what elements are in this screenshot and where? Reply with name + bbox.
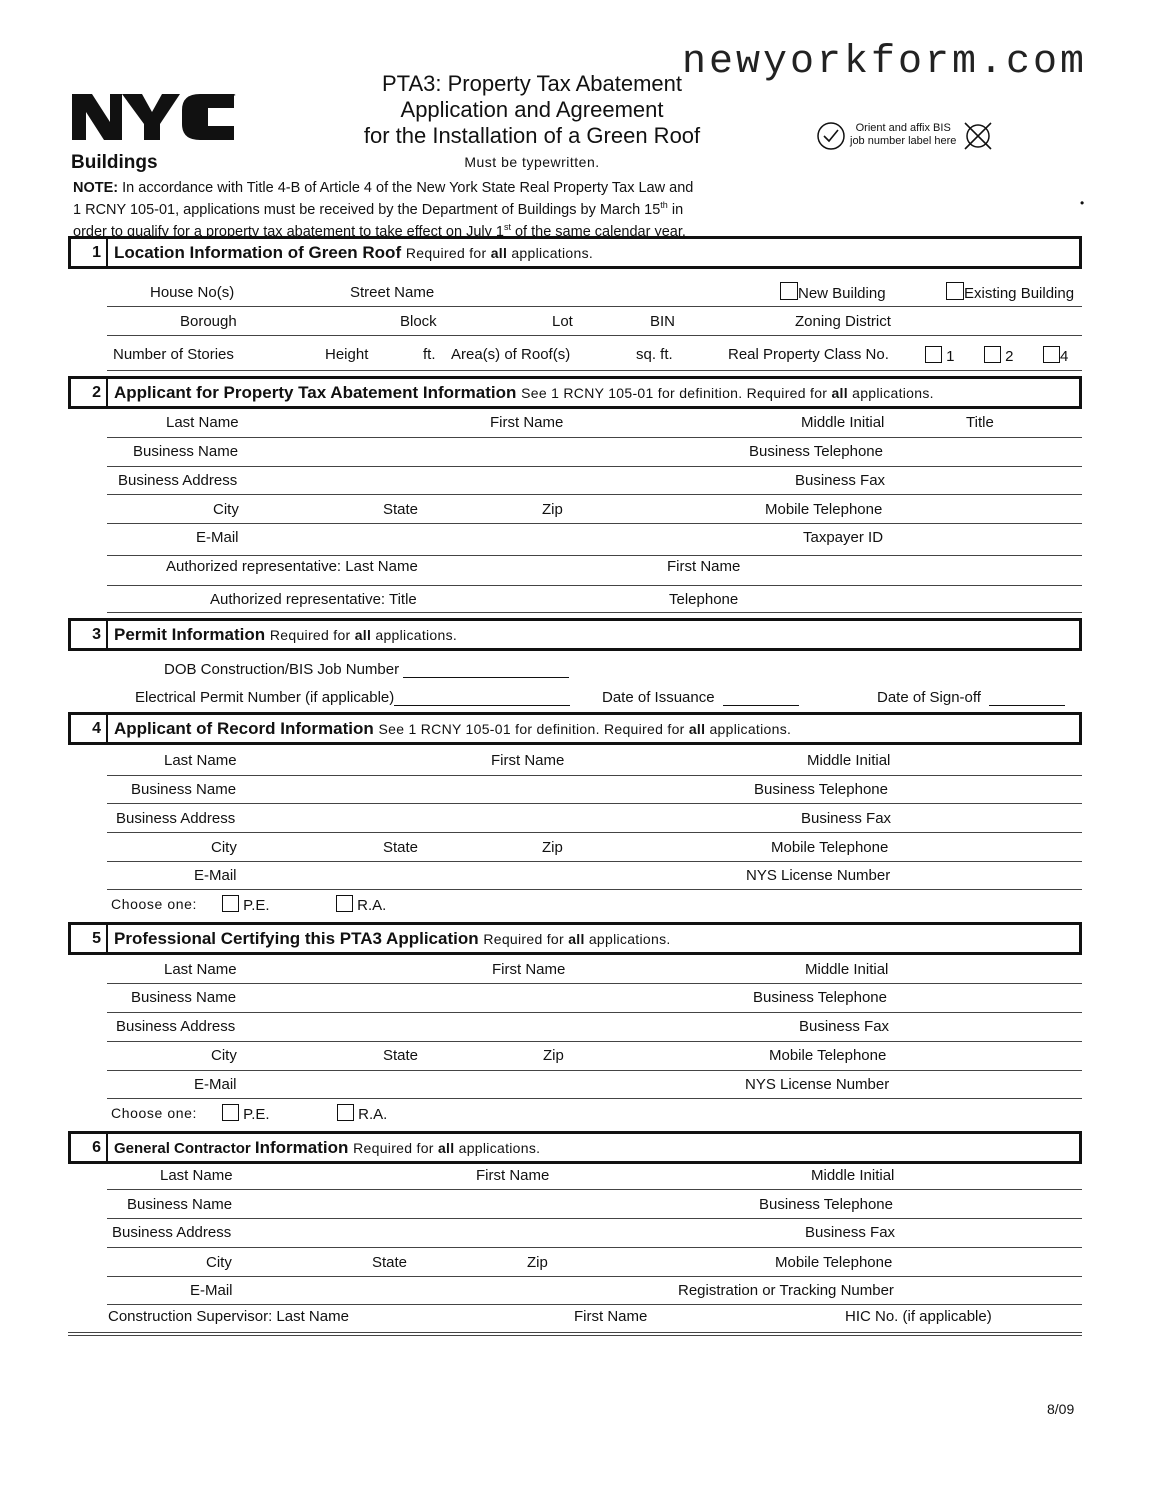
zip-label: Zip [527,1254,548,1271]
email-label: E-Mail [194,867,237,884]
class-4-label: 4 [1060,348,1069,365]
business-name-label: Business Name [127,1196,233,1213]
city-label: City [206,1254,232,1271]
divider [107,1304,1082,1305]
first-name-label: First Name [491,752,565,769]
section-number: 6 [71,1134,108,1161]
rep-title-label: Authorized representative: Title [210,591,417,608]
lot-label: Lot [552,313,573,330]
choose-one-label: Choose one: [111,896,197,912]
city-label: City [211,839,237,856]
bis-label-text [850,122,956,148]
section-3-header [68,618,1082,651]
zip-label: Zip [542,839,563,856]
pe-label: P.E. [243,1106,270,1123]
divider [107,466,1082,467]
state-label: State [372,1254,408,1271]
divider [107,335,1082,336]
svg-text:™: ™ [230,94,236,100]
class-4-option[interactable] [1043,346,1068,365]
note-line1: In accordance with Title 4-B of Article 4 of the New York State Real Property Tax Law and [122,180,694,196]
first-name-label: First Name [490,414,564,431]
business-telephone-label: Business Telephone [759,1196,893,1213]
new-building-label: New Building [798,285,886,302]
note-line3-end: of the same calendar year. [510,223,686,240]
divider [107,861,1082,862]
divider [68,1332,1082,1333]
section-title: Professional Certifying this PTA3 Application [114,929,479,948]
note-sup-st: st [503,221,511,232]
email-label: E-Mail [190,1282,233,1299]
middle-initial-label: Middle Initial [805,961,889,978]
note-line2-end: in [667,201,684,218]
new-building-checkbox[interactable] [780,282,798,300]
logo-subtitle: Buildings [71,152,158,173]
dob-job-number-field[interactable] [164,661,569,678]
license-number-label: NYS License Number [745,1076,890,1093]
business-fax-label: Business Fax [799,1018,890,1035]
stories-label: Number of Stories [113,346,234,363]
business-address-label: Business Address [112,1224,232,1241]
mobile-telephone-label: Mobile Telephone [775,1254,893,1271]
zoning-label: Zoning District [795,313,891,330]
divider [107,1070,1082,1071]
electrical-permit-field[interactable] [135,689,570,706]
mobile-telephone-label: Mobile Telephone [771,839,889,856]
note-line3: order to qualify for a property tax abatement to take effect on July 1 [73,223,504,240]
signoff-date-field[interactable] [877,689,1065,706]
req-text-end: applications. [584,931,671,947]
section-title: Location Information of Green Roof [114,243,402,262]
section-number: 4 [71,715,108,742]
house-label: House No(s) [150,284,235,301]
taxpayer-id-label: Taxpayer ID [803,529,884,546]
dob-job-number-line[interactable] [403,663,569,678]
business-address-label: Business Address [116,810,236,827]
section-2-header [68,376,1082,409]
business-address-label: Business Address [118,472,238,489]
state-label: State [383,501,419,518]
form-title-line1: PTA3: Property Tax Abatement [381,71,682,96]
req-text-end: applications. [847,385,934,401]
note-sup-th: th [660,200,668,210]
rep-telephone-label: Telephone [669,591,739,608]
divider [107,1098,1082,1099]
req-text: See 1 RCNY 105-01 for definition. Required for [521,385,832,401]
last-name-label: Last Name [164,961,237,978]
x-circle-icon [962,120,994,152]
email-label: E-Mail [194,1076,237,1093]
section-6-header [68,1131,1082,1164]
form-title-line2: Application and Agreement [400,97,664,122]
divider [107,1189,1082,1190]
class-2-label: 2 [1005,348,1014,365]
business-name-label: Business Name [131,781,237,798]
section-5-header [68,922,1082,955]
first-name-label: First Name [476,1167,550,1184]
supervisor-last-name-label: Construction Supervisor: Last Name [108,1308,349,1325]
class-1-checkbox[interactable] [925,346,942,363]
req-bold: all [354,627,372,643]
form-title-line3: for the Installation of a Green Roof [363,123,701,148]
issuance-date-line[interactable] [723,691,799,706]
issuance-date-field[interactable] [602,689,799,706]
req-text: Required for [405,245,491,261]
property-class-label: Real Property Class No. [728,346,889,363]
ra-option[interactable] [336,895,386,914]
nyc-logo [70,84,236,154]
mobile-telephone-label: Mobile Telephone [769,1047,887,1064]
city-label: City [213,501,239,518]
last-name-label: Last Name [160,1167,233,1184]
state-label: State [383,839,419,856]
pe-checkbox[interactable] [222,895,239,912]
section-4-header [68,712,1082,745]
middle-initial-label: Middle Initial [801,414,885,431]
middle-initial-label: Middle Initial [811,1167,895,1184]
watermark: newyorkform.com [682,40,1088,85]
note-paragraph [73,180,693,241]
pe-checkbox[interactable] [222,1104,239,1121]
req-text: See 1 RCNY 105-01 for definition. Required for [378,721,689,737]
divider [107,1276,1082,1277]
hic-number-label: HIC No. (if applicable) [845,1308,992,1325]
business-fax-label: Business Fax [801,810,892,827]
divider [107,1041,1082,1042]
bis-label-line1: Orient and affix BIS [855,122,951,134]
rep-first-name-label: First Name [667,558,741,575]
license-number-label: NYS License Number [746,867,891,884]
bis-label-line2: job number label here [850,135,957,147]
req-text-end: applications. [507,245,594,261]
req-text-end: applications. [705,721,792,737]
first-name-label: First Name [492,961,566,978]
borough-label: Borough [180,313,237,330]
divider [107,1247,1082,1248]
business-telephone-label: Business Telephone [754,781,888,798]
divider [107,983,1082,984]
class-1-option[interactable] [925,346,955,365]
divider [107,437,1082,438]
electrical-permit-label: Electrical Permit Number (if applicable) [135,689,395,706]
existing-building-checkbox[interactable] [946,282,964,300]
section-title-prefix: General Contractor [114,1140,255,1157]
section-number: 5 [71,925,108,952]
divider [107,1218,1082,1219]
business-fax-label: Business Fax [795,472,886,489]
pe-label: P.E. [243,897,270,914]
divider [107,370,1082,371]
divider [107,889,1082,890]
electrical-permit-line[interactable] [394,691,570,706]
divider [107,1012,1082,1013]
registration-number-label: Registration or Tracking Number [678,1282,894,1299]
pe-option[interactable] [222,1104,270,1123]
middle-initial-label: Middle Initial [807,752,891,769]
req-text: Required for [269,627,355,643]
divider [107,306,1082,307]
new-building-option[interactable] [780,282,886,302]
divider [107,555,1082,556]
ra-checkbox[interactable] [336,895,353,912]
req-text: Required for [353,1140,438,1156]
last-name-label: Last Name [164,752,237,769]
divider [107,775,1082,776]
issuance-date-label: Date of Issuance [602,689,715,706]
mobile-telephone-label: Mobile Telephone [765,501,883,518]
business-fax-label: Business Fax [805,1224,896,1241]
req-bold: all [831,385,848,401]
business-telephone-label: Business Telephone [749,443,883,460]
divider [107,585,1082,586]
section-number: 3 [71,621,108,648]
note-line2: 1 RCNY 105-01, applications must be received by the Department of Buildings by March 15 [73,201,661,218]
req-text-end: applications. [454,1140,541,1156]
height-label: Height [325,346,369,363]
divider [68,1335,1082,1336]
req-bold: all [437,1140,455,1156]
req-text: Required for [483,931,569,947]
typewritten-note: Must be typewritten. [464,154,600,170]
section-number: 1 [71,239,108,266]
business-telephone-label: Business Telephone [753,989,887,1006]
divider [107,523,1082,524]
divider [107,612,1082,613]
state-label: State [383,1047,419,1064]
class-1-label: 1 [946,348,955,365]
signoff-date-label: Date of Sign-off [877,689,981,706]
section-number: 2 [71,379,108,406]
dob-job-number-label: DOB Construction/BIS Job Number [164,661,400,678]
class-4-checkbox[interactable] [1043,346,1060,363]
zip-label: Zip [542,501,563,518]
section-title: Permit Information [114,625,266,644]
section-title: Information [254,1138,349,1157]
sqft-unit: sq. ft. [636,346,673,363]
form-version: 8/09 [1047,1401,1075,1417]
class-2-checkbox[interactable] [984,346,1001,363]
zip-label: Zip [543,1047,564,1064]
dot-mark: • [1080,196,1085,210]
ra-label: R.A. [357,897,387,914]
section-1-header [68,236,1082,269]
section-title: Applicant for Property Tax Abatement Information [114,383,517,402]
pe-option[interactable] [222,895,270,914]
block-label: Block [400,313,437,330]
business-name-label: Business Name [133,443,239,460]
ra-option[interactable] [337,1104,387,1123]
last-name-label: Last Name [166,414,239,431]
signoff-date-line[interactable] [989,691,1065,706]
supervisor-first-name-label: First Name [574,1308,648,1325]
business-name-label: Business Name [131,989,237,1006]
choose-one-label: Choose one: [111,1105,197,1121]
title-label: Title [966,414,994,431]
req-bold: all [568,931,585,947]
req-bold: all [688,721,706,737]
ra-label: R.A. [358,1106,388,1123]
note-lead: NOTE: [73,180,119,196]
business-address-label: Business Address [116,1018,236,1035]
req-text-end: applications. [371,627,458,643]
existing-building-option[interactable] [946,282,1074,302]
roof-area-label: Area(s) of Roof(s) [451,346,571,363]
nyc-logo-icon [70,84,236,150]
class-2-option[interactable] [984,346,1014,365]
ra-checkbox[interactable] [337,1104,354,1121]
city-label: City [211,1047,237,1064]
divider [107,803,1082,804]
street-label: Street Name [350,284,435,301]
ft-unit: ft. [423,346,436,363]
checkmark-circle-icon [815,120,847,152]
rep-last-name-label: Authorized representative: Last Name [166,558,418,575]
divider [107,494,1082,495]
section-title: Applicant of Record Information [114,719,374,738]
req-bold: all [490,245,508,261]
existing-building-label: Existing Building [964,285,1075,302]
bin-label: BIN [650,313,676,330]
email-label: E-Mail [196,529,239,546]
divider [107,832,1082,833]
